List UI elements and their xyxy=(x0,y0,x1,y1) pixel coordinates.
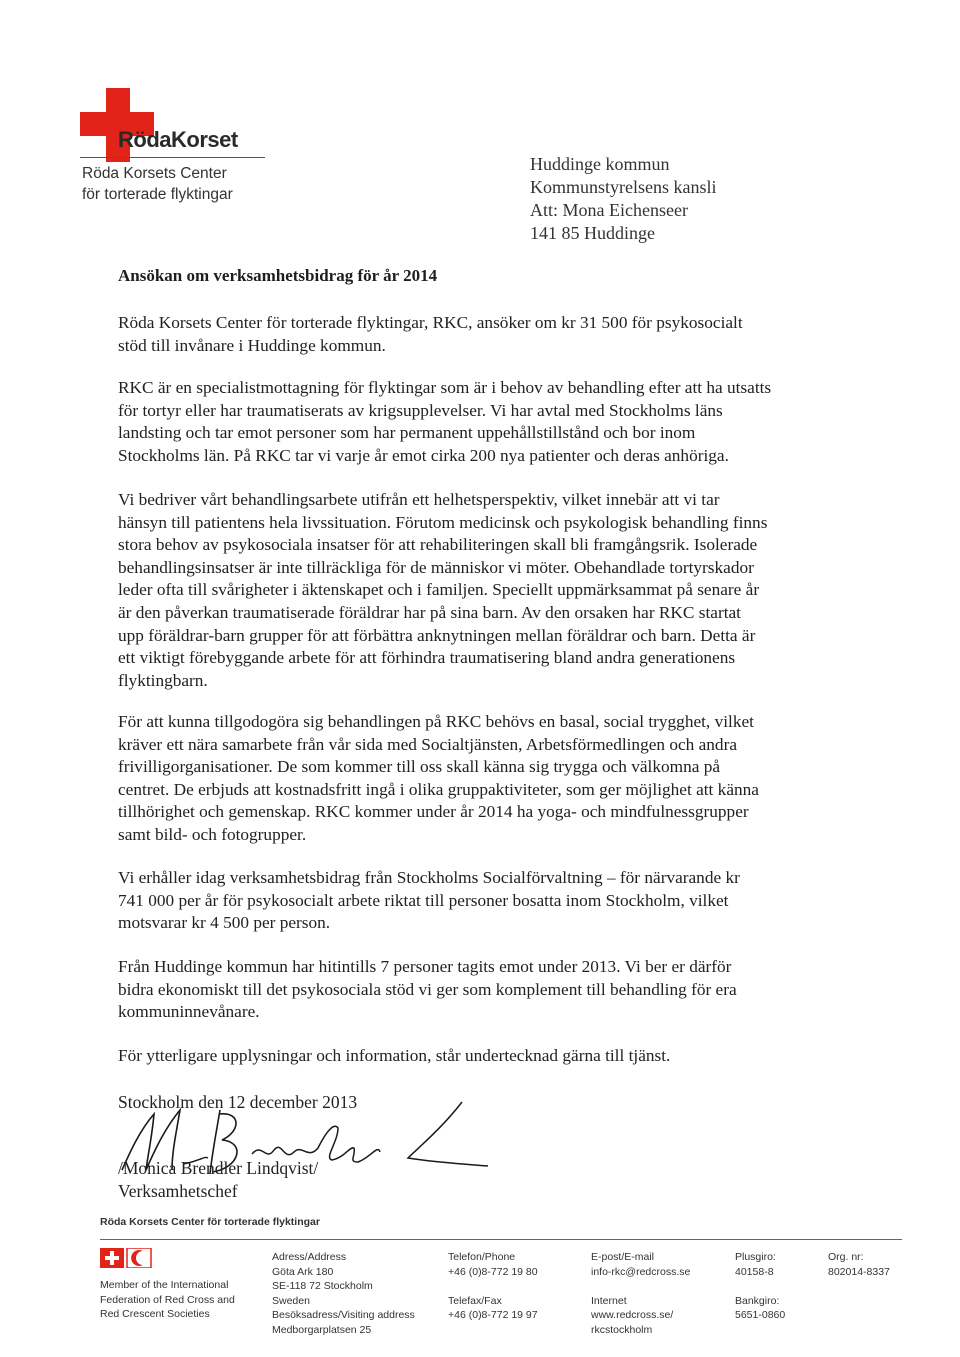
footer-text xyxy=(591,1279,690,1294)
paragraph-2 xyxy=(118,377,846,467)
logo-divider xyxy=(80,157,265,158)
paragraph-line: frivilligorganisationer. De som kommer till oss skall känna sig trygga och välkomna på xyxy=(118,757,721,777)
footer-text xyxy=(448,1279,538,1294)
paragraph-5 xyxy=(118,867,846,935)
org-name-line1: Röda Korsets Center xyxy=(82,165,227,182)
footer-text: Member of the International xyxy=(100,1279,229,1291)
footer-divider xyxy=(100,1239,902,1240)
paragraph-line: är den påverkan traumatiserade föräldrar har på sina barn. Av den orsaken har RKC startat xyxy=(118,602,741,622)
footer-text: Red Crescent Societies xyxy=(100,1308,210,1320)
recipient-line3: Att: Mona Eichenseer xyxy=(530,200,688,220)
footer-text: Besöksadress/Visiting address xyxy=(272,1309,415,1321)
footer-text: Internet xyxy=(591,1294,627,1307)
footer-phone-column xyxy=(448,1250,538,1323)
footer-web-link[interactable]: rkcstockholm xyxy=(591,1323,653,1336)
paragraph-line: Vi erhåller idag verksamhetsbidrag från Stockholms Socialförvaltning – för närvarande kr xyxy=(118,868,740,887)
footer-text: +46 (0)8-772 19 80 xyxy=(448,1265,538,1278)
paragraph-line: centret. De erbjuds att kostnadsfritt ingå i olika gruppaktiviteter, som ger möjlighet att känna xyxy=(118,779,759,799)
signatory-name: /Monica Brendler Lindqvist/ xyxy=(118,1158,319,1178)
paragraph-line: 741 000 per år för psykosocialt arbete riktat till personer bosatta inom Stockholm, vilket xyxy=(118,890,729,910)
paragraph-line: flyktingbarn. xyxy=(118,670,208,690)
footer-text: Göta Ark 180 xyxy=(272,1265,334,1278)
footer-text: SE-118 72 Stockholm xyxy=(272,1280,373,1292)
paragraph-line: RKC är en specialistmottagning för flyktingar som är i behov av behandling efter att ha utsatts xyxy=(118,378,772,397)
paragraph-line: leder ofta till svårigheter i äktenskapet och i familjen. Speciellt uppmärksammat på senare år xyxy=(118,580,760,600)
paragraph-6 xyxy=(118,956,846,1024)
footer-email-column xyxy=(591,1250,690,1337)
footer-giro-column xyxy=(735,1250,785,1323)
paragraph-line: För att kunna tillgodogöra sig behandlingen på RKC behövs en basal, social trygghet, vilket xyxy=(118,712,754,731)
footer-text: +46 (0)8-772 19 97 xyxy=(448,1309,538,1321)
footer-text: Telefax/Fax xyxy=(448,1294,502,1307)
paragraph-line: landsting och tar emot personer som har permanent uppehållstillstånd och bor inom xyxy=(118,423,696,443)
footer-text: Plusgiro: xyxy=(735,1251,776,1263)
footer-orgnr-column xyxy=(828,1250,890,1279)
footer-text: Telefon/Phone xyxy=(448,1251,516,1263)
paragraph-line: kräver ett nära samarbete från vår sida med Socialtjänsten, Arbetsförmedlingen och andra xyxy=(118,734,737,754)
paragraph-line: Röda Korsets Center för torterade flyktingar, RKC, ansöker om kr 31 500 för psykosocialt xyxy=(118,313,743,332)
paragraph-line: För ytterligare upplysningar och information, står undertecknad gärna till tjänst. xyxy=(118,1046,671,1065)
paragraph-line: Stockholms län. På RKC tar vi varje år emot cirka 200 nya patienter och deras anhöriga. xyxy=(118,445,729,465)
recipient-line1: Huddinge kommun xyxy=(530,154,670,174)
paragraph-line: samt bild- och fotogrupper. xyxy=(118,824,307,844)
paragraph-line: Vi bedriver vårt behandlingsarbete utifrån ett helhetsperspektiv, vilket innebär att vi tar xyxy=(118,490,720,509)
logo-wordmark: RödaKorset xyxy=(118,127,238,152)
footer-text: Sweden xyxy=(272,1294,310,1307)
footer-text: Bankgiro: xyxy=(735,1294,780,1307)
paragraph-line: upp föräldrar-barn grupper för att förbättra anknytningen mellan föräldrar och barn. Detta är xyxy=(118,625,756,645)
footer-address-column xyxy=(272,1250,415,1337)
footer-text: Medborgarplatsen 25 xyxy=(272,1323,372,1336)
footer-text: 5651-0860 xyxy=(735,1309,786,1321)
red-cross-crescent-logo-icon xyxy=(100,1248,152,1268)
footer-text xyxy=(735,1279,785,1294)
paragraph-line: hänsyn till patientens hela livssituation. Förutom medicinsk och psykologisk behandling finns xyxy=(118,512,768,532)
subject-heading: Ansökan om verksamhetsbidrag för år 2014 xyxy=(118,266,438,285)
org-name-line2: för torterade flyktingar xyxy=(82,186,233,203)
footer-text: 802014-8337 xyxy=(828,1265,890,1278)
paragraph-line: för tortyr eller har traumatiserats av krigsupplevelser. Vi har avtal med Stockholms läns xyxy=(118,400,723,420)
footer-text: E-post/E-mail xyxy=(591,1251,655,1263)
recipient-line2: Kommunstyrelsens kansli xyxy=(530,177,717,197)
paragraph-line: stöd till invånare i Huddinge kommun. xyxy=(118,335,386,355)
footer-org-name: Röda Korsets Center för torterade flyktingar xyxy=(100,1216,320,1228)
footer-text: 40158-8 xyxy=(735,1265,774,1278)
paragraph-line: Från Huddinge kommun har hitintills 7 personer tagits emot under 2013. Vi ber er därför xyxy=(118,957,732,976)
footer-email-link[interactable]: info-rkc@redcross.se xyxy=(591,1265,691,1278)
footer-text: Federation of Red Cross and xyxy=(100,1293,235,1306)
footer-web-link[interactable]: www.redcross.se/ xyxy=(591,1309,674,1321)
paragraph-line: ett viktigt förebyggande arbete för att förhindra traumatisering bland andra generationens xyxy=(118,648,736,668)
paragraph-line: behandlingsinsatser är inte tillräckliga för de människor vi möter. Obehandlade tortyrskador xyxy=(118,557,754,577)
paragraph-line: motsvarar kr 4 500 per person. xyxy=(118,913,331,933)
recipient-line4: 141 85 Huddinge xyxy=(530,223,655,243)
paragraph-line: tillhörighet och gemenskap. RKC kommer under år 2014 ha yoga- och mindfulnessgrupper xyxy=(118,802,749,822)
signatory-title: Verksamhetschef xyxy=(118,1181,238,1201)
paragraph-line: kommuninnevånare. xyxy=(118,1002,260,1022)
footer-text: Adress/Address xyxy=(272,1251,347,1263)
paragraph-4 xyxy=(118,711,846,847)
signature-place-date: Stockholm den 12 december 2013 xyxy=(118,1092,358,1112)
paragraph-3 xyxy=(118,489,846,692)
paragraph-line: stora behov av psykosociala insatser för att rehabiliteringen skall bli framgångsrik. Isolerade xyxy=(118,535,758,555)
paragraph-1 xyxy=(118,312,846,357)
paragraph-7 xyxy=(118,1045,846,1068)
footer-text: Org. nr: xyxy=(828,1251,864,1263)
footer-membership xyxy=(100,1278,235,1322)
paragraph-line: bidra ekonomiskt till det psykosociala stöd vi ger som komplement till behandling för era xyxy=(118,979,737,999)
